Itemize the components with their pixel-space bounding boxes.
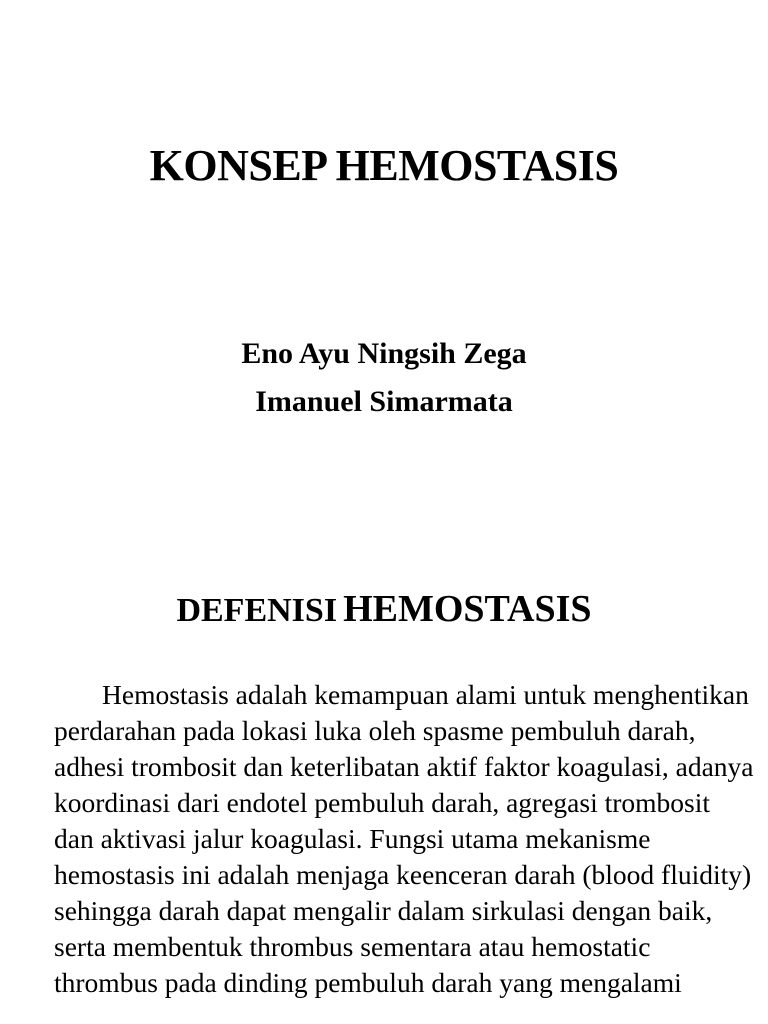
section-heading	[0, 586, 768, 637]
author-name-2: Imanuel Simarmata	[255, 385, 513, 418]
section-paragraph: Hemostasis adalah kemampuan alami untuk menghentikan perdarahan pada lokasi luka oleh spasme pembuluh darah, adhesi trombosit dan keterlibatan aktif faktor koagulasi, adanya koordinasi dari endotel pembuluh darah, agregasi trombosit dan aktivasi jalur koagulasi. Fungsi utama mekanisme hemostasis ini adalah menjaga keenceran darah (blood fluidity) sehingga darah dapat mengalir dalam sirkulasi dengan baik, serta membentuk thrombus sementara atau hemostatic thrombus pada dinding pembuluh darah yang mengalami	[54, 679, 754, 998]
section-heading-word-1: DEFENISI	[176, 592, 338, 629]
section-heading-word-2: HEMOSTASIS	[343, 588, 592, 630]
document-title: KONSEP HEMOSTASIS	[149, 141, 619, 190]
author-name-1: Eno Ayu Ningsih Zega	[241, 337, 527, 370]
